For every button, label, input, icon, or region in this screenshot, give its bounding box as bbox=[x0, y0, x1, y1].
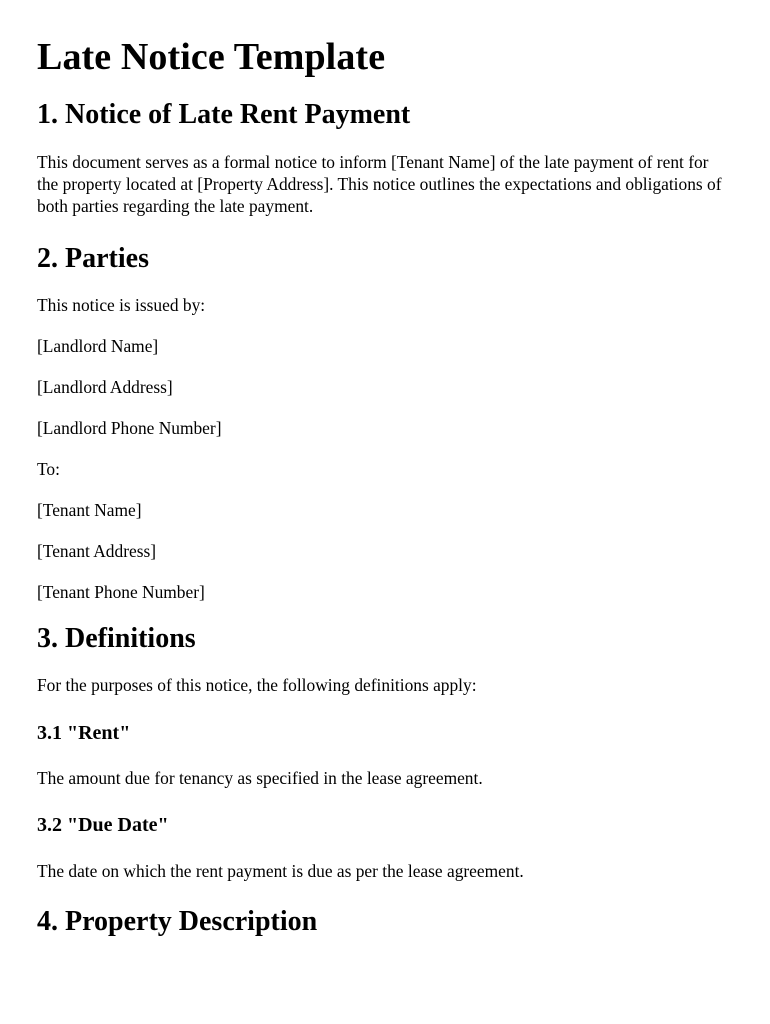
to-label: To: bbox=[37, 459, 60, 479]
landlord-address: [Landlord Address] bbox=[37, 377, 173, 397]
landlord-phone: [Landlord Phone Number] bbox=[37, 418, 222, 438]
definitions-intro: For the purposes of this notice, the following definitions apply: bbox=[37, 675, 477, 695]
document-title: Late Notice Template bbox=[37, 36, 386, 78]
definition-heading-due-date: 3.2 "Due Date" bbox=[37, 814, 169, 836]
tenant-phone: [Tenant Phone Number] bbox=[37, 582, 205, 602]
definition-heading-rent: 3.1 "Rent" bbox=[37, 722, 131, 744]
section-heading-definitions: 3. Definitions bbox=[37, 623, 196, 654]
definition-body-rent: The amount due for tenancy as specified in the lease agreement. bbox=[37, 768, 483, 788]
section-heading-notice: 1. Notice of Late Rent Payment bbox=[37, 99, 411, 130]
landlord-name: [Landlord Name] bbox=[37, 336, 159, 356]
issued-by-text: This notice is issued by: bbox=[37, 295, 206, 315]
definition-body-due-date: The date on which the rent payment is due as per the lease agreement. bbox=[37, 861, 524, 881]
tenant-address: [Tenant Address] bbox=[37, 541, 157, 561]
section-heading-parties: 2. Parties bbox=[37, 243, 149, 274]
tenant-name: [Tenant Name] bbox=[37, 500, 142, 520]
section-heading-property: 4. Property Description bbox=[37, 906, 318, 937]
notice-paragraph: This document serves as a formal notice to inform [Tenant Name] of the late payment of rent for the property located at [Property Address]. This notice outlines the expectations and obligations of both parties regarding the late payment. bbox=[37, 152, 722, 216]
